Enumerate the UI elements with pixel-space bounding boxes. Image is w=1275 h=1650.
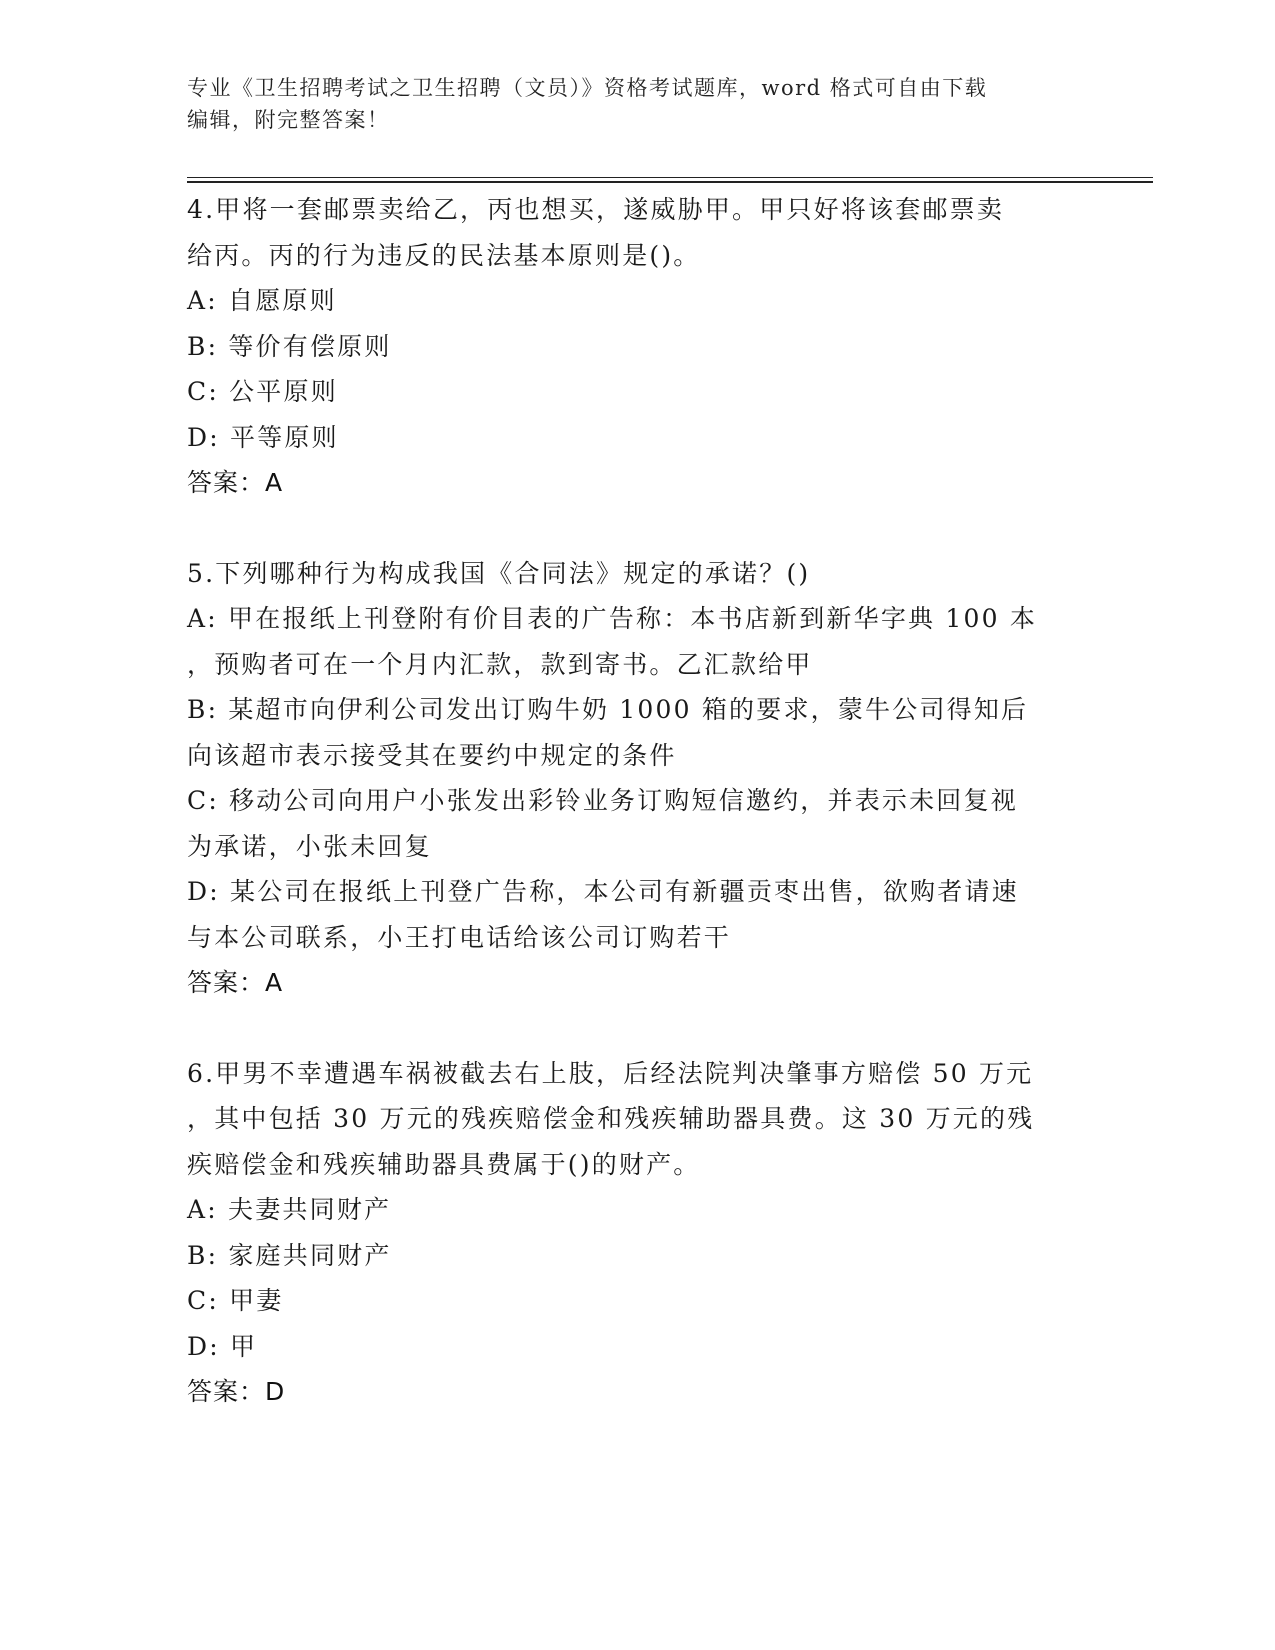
option-d: D: 平等原则	[187, 422, 339, 452]
question-list	[187, 187, 1087, 1415]
answer-line: 答案：A	[187, 468, 284, 497]
question-6	[187, 1051, 1087, 1415]
option-b: B: 某超市向伊利公司发出订购牛奶 1000 箱的要求，蒙牛公司得知后	[187, 695, 1029, 724]
question-5	[187, 551, 1087, 1006]
question-stem-line: 5.下列哪种行为构成我国《合同法》规定的承诺？()	[187, 558, 811, 588]
answer-line: 答案：D	[187, 1377, 286, 1406]
option-b-continued: 向该超市表示接受其在要约中规定的条件	[187, 740, 677, 770]
question-spacer	[187, 506, 1087, 551]
question-stem-line: 6.甲男不幸遭遇车祸被截去右上肢，后经法院判决肇事方赔偿 50 万元	[187, 1058, 1034, 1088]
question-stem-line: 给丙。丙的行为违反的民法基本原则是()。	[187, 240, 701, 270]
option-c: C: 移动公司向用户小张发出彩铃业务订购短信邀约，并表示未回复视	[187, 786, 1018, 815]
option-d: D: 某公司在报纸上刊登广告称，本公司有新疆贡枣出售，欲购者请速	[187, 877, 1019, 906]
option-d-continued: 与本公司联系，小王打电话给该公司订购若干	[187, 922, 732, 952]
document-header	[187, 72, 1067, 136]
answer-line: 答案：A	[187, 968, 284, 997]
question-4	[187, 187, 1087, 506]
option-a-continued: ，预购者可在一个月内汇款，款到寄书。乙汇款给甲	[187, 649, 813, 679]
question-stem-line: 4.甲将一套邮票卖给乙，丙也想买，遂威胁甲。甲只好将该套邮票卖	[187, 195, 1005, 224]
option-c: C: 公平原则	[187, 377, 338, 406]
option-a: A: 甲在报纸上刊登附有价目表的广告称：本书店新到新华字典 100 本	[187, 604, 1038, 633]
option-c-continued: 为承诺，小张未回复	[187, 831, 432, 861]
option-a: A: 自愿原则	[187, 286, 337, 315]
header-divider-thin	[187, 177, 1153, 178]
question-stem-line: ，其中包括 30 万元的残疾赔偿金和残疾辅助器具费。这 30 万元的残	[187, 1104, 1035, 1133]
option-d: D: 甲	[187, 1331, 258, 1361]
option-a: A: 夫妻共同财产	[187, 1195, 392, 1224]
question-stem-line: 疾赔偿金和残疾辅助器具费属于()的财产。	[187, 1149, 701, 1179]
header-line-1: 专业《卫生招聘考试之卫生招聘（文员）》资格考试题库，word 格式可自由下载	[187, 76, 988, 100]
option-c: C: 甲妻	[187, 1286, 284, 1315]
header-line-2: 编辑，附完整答案！	[187, 108, 390, 132]
option-b: B: 等价有偿原则	[187, 331, 392, 361]
question-spacer	[187, 1006, 1087, 1051]
header-divider-thick	[187, 181, 1153, 183]
option-b: B: 家庭共同财产	[187, 1240, 392, 1270]
